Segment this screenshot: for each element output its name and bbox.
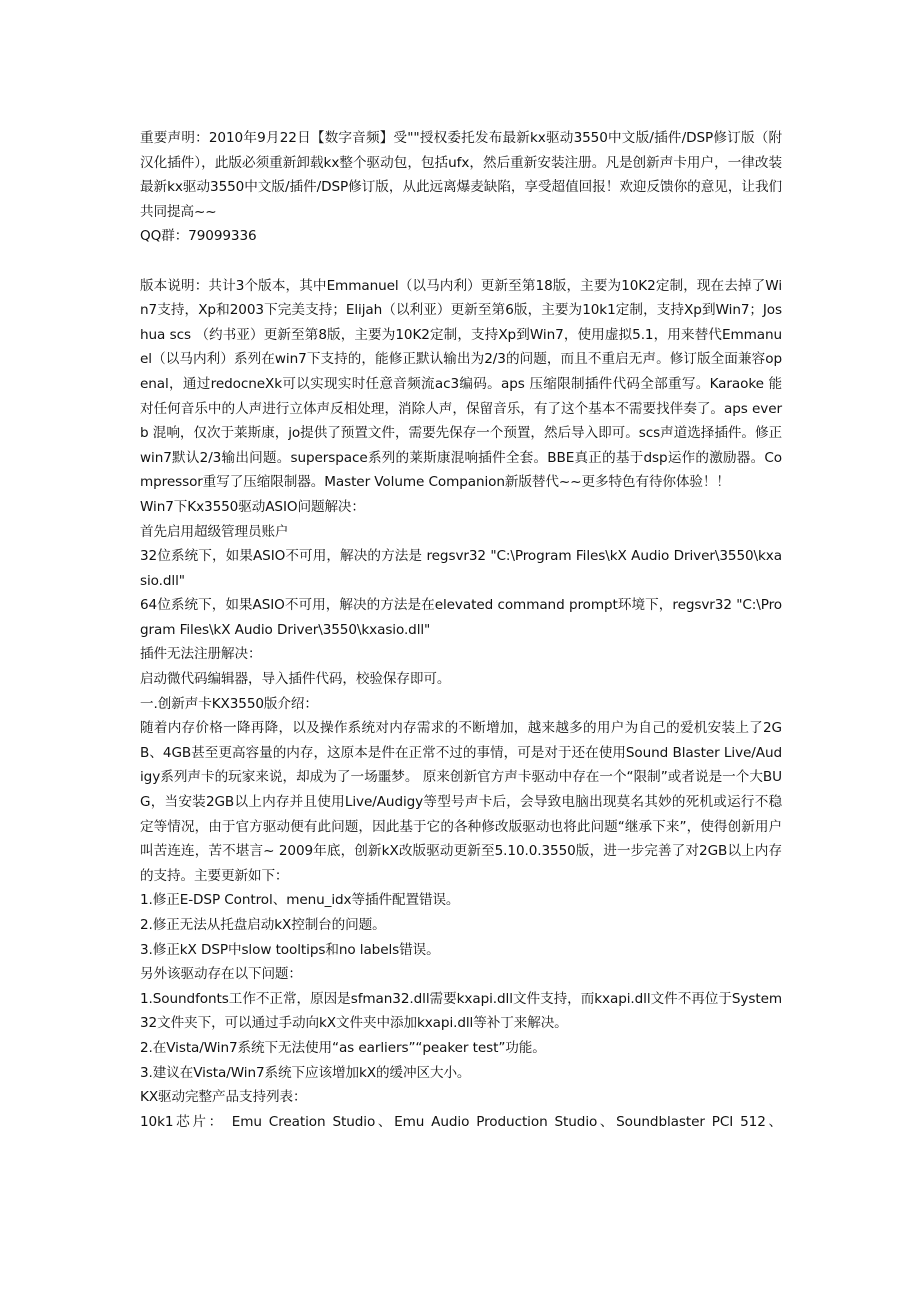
paragraph-issues-heading: 另外该驱动存在以下问题： (140, 966, 302, 983)
document-body (140, 126, 782, 1134)
paragraph-update-2: 2.修正无法从托盘启动kX控制台的问题。 (140, 917, 386, 933)
paragraph-asio-heading: Win7下Kx3550驱动ASIO问题解决： (140, 498, 365, 515)
blank-line (140, 249, 782, 274)
paragraph-issue-2: 2.在Vista/Win7系统下无法使用“as earliers”“peaker test”功能。 (140, 1039, 546, 1056)
paragraph-64bit-fix: 64位系统下，如果ASIO不可用，解决的方法是在elevated command prompt环境下，regsvr32 "C:\Program Files\kX Audio Driver\3550\kxasio.dll" (140, 597, 782, 638)
paragraph-section-one-title: 一.创新声卡KX3550版介绍： (140, 695, 318, 712)
paragraph-important-notice: 重要声明：2010年9月22日【数字音频】受""授权委托发布最新kx驱动3550中文版/插件/DSP修订版（附汉化插件），此版必须重新卸载kx整个驱动包，包括ufx，然后重新安装注册。凡是创新声卡用户，一律改装最新kx驱动3550中文版/插件/DSP修订版，从此远离爆麦缺陷，享受超值回报！欢迎反馈你的意见，让我们共同提高~~ (140, 130, 782, 220)
paragraph-issue-1: 1.Soundfonts工作不正常，原因是sfman32.dll需要kxapi.dll文件支持，而kxapi.dll文件不再位于System32文件夹下，可以通过手动向kX文件夹中添加kxapi.dll等补丁来解决。 (140, 990, 782, 1032)
paragraph-plugin-heading: 插件无法注册解决： (140, 646, 262, 663)
paragraph-intro: 随着内存价格一降再降，以及操作系统对内存需求的不断增加，越来越多的用户为自己的爱机安装上了2GB、4GB甚至更高容量的内存，这原本是件在正常不过的事情，可是对于还在使用Sound Blaster Live/Audigy系列声卡的玩家来说，却成为了一场噩梦。 原来创新官方声卡驱动中存在一个“限制”或者说是一个大BUG，当安装2GB以上内存并且使用Live/Audigy等型号声卡后，会导致电脑出现莫名其妙的死机或运行不稳定等情况，由于官方驱动便有此问题，因此基于它的各种修改版驱动也将此问题“继承下来”，使得创新用户叫苦连连，苦不堪言~ 2009年底，创新kX改版驱动更新至5.10.0.3550版，进一步完善了对2GB以上内存的支持。主要更新如下： (140, 720, 782, 884)
paragraph-enable-admin: 首先启用超级管理员账户 (140, 523, 289, 540)
paragraph-update-3: 3.修正kX DSP中slow tooltips和no labels错误。 (140, 941, 440, 958)
paragraph-version-notes: 版本说明：共计3个版本，其中Emmanuel（以马内利）更新至第18版，主要为10K2定制，现在去掉了Win7支持，Xp和2003下完美支持；Elijah（以利亚）更新至第6版，主要为10k1定制，支持Xp到Win7；Joshua scs （约书亚）更新至第8版，主要为10K2定制，支持Xp到Win7，使用虚拟5.1，用来替代Emmanuel（以马内利）系列在win7下支持的，能修正默认输出为2/3的问题，而且不重启无声。修订版全面兼容openal，通过redocneXk可以实现实时任意音频流ac3编码。aps 压缩限制插件代码全部重写。Karaoke 能对任何音乐中的人声进行立体声反相处理，消除人声，保留音乐，有了这个基本不需要找伴奏了。aps everb 混响，仅次于莱斯康，jo提供了预置文件，需要先保存一个预置，然后导入即可。scs声道选择插件。修正win7默认2/3输出问题。superspace系列的莱斯康混响插件全套。BBE真正的基于dsp运作的激励器。Compressor重写了压缩限制器。Master Volume Companion新版替代~~更多特色有待你体验！！ (140, 277, 782, 491)
paragraph-update-1: 1.修正E-DSP Control、menu_idx等插件配置错误。 (140, 892, 460, 909)
paragraph-10k1-chips: 10k1芯片： Emu Creation Studio、Emu Audio Production Studio、Soundblaster PCI 512、 (140, 1113, 782, 1130)
paragraph-issue-3: 3.建议在Vista/Win7系统下应该增加kX的缓冲区大小。 (140, 1064, 471, 1081)
paragraph-32bit-fix: 32位系统下，如果ASIO不可用，解决的方法是 regsvr32 "C:\Program Files\kX Audio Driver\3550\kxasio.dll" (140, 548, 782, 589)
paragraph-product-list-heading: KX驱动完整产品支持列表： (140, 1089, 307, 1106)
paragraph-qq-group: QQ群：79099336 (140, 228, 257, 245)
paragraph-plugin-fix: 启动微代码编辑器，导入插件代码，校验保存即可。 (140, 671, 451, 688)
